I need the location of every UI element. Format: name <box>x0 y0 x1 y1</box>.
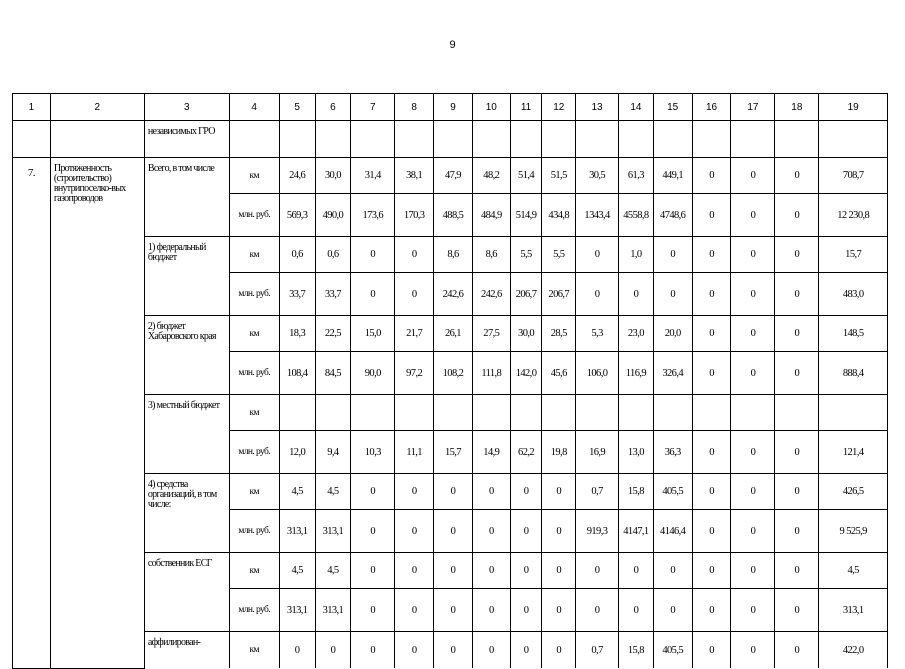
value-cell: 0 <box>542 589 576 632</box>
value-cell: 97,2 <box>395 352 434 395</box>
value-cell <box>351 395 395 431</box>
value-cell: 33,7 <box>315 273 351 316</box>
value-cell: 62,2 <box>510 431 542 474</box>
funding-source-label: 4) средства организаций, в том числе: <box>144 474 229 553</box>
unit-cell: млн. руб. <box>229 194 279 237</box>
value-cell: 1,0 <box>619 237 654 273</box>
value-cell: 0 <box>279 632 315 669</box>
value-cell: 0 <box>351 510 395 553</box>
value-cell <box>472 395 510 431</box>
value-cell: 5,3 <box>576 316 619 352</box>
value-cell: 0 <box>653 553 692 589</box>
value-cell <box>619 395 654 431</box>
value-cell: 0,6 <box>315 237 351 273</box>
value-cell: 0 <box>775 316 819 352</box>
value-cell: 0 <box>576 553 619 589</box>
value-cell: 0 <box>775 589 819 632</box>
value-cell: 18,3 <box>279 316 315 352</box>
value-cell: 326,4 <box>653 352 692 395</box>
gas-pipeline-table <box>12 93 888 669</box>
value-cell: 0 <box>775 510 819 553</box>
value-cell: 0 <box>542 632 576 669</box>
value-cell: 16,9 <box>576 431 619 474</box>
column-number-17: 17 <box>731 94 775 121</box>
value-cell: 15,8 <box>619 474 654 510</box>
value-cell: 121,4 <box>819 431 888 474</box>
value-cell: 0 <box>510 510 542 553</box>
value-cell: 30,0 <box>510 316 542 352</box>
value-cell: 0 <box>731 158 775 194</box>
table-row <box>13 474 888 510</box>
column-number-5: 5 <box>279 94 315 121</box>
value-cell: 0 <box>775 431 819 474</box>
column-number-9: 9 <box>434 94 473 121</box>
section-title: Протяженность (строительство) внутрипоселко-вых газопроводов <box>50 158 144 669</box>
value-cell: 84,5 <box>315 352 351 395</box>
value-cell: 170,3 <box>395 194 434 237</box>
value-cell: 1343,4 <box>576 194 619 237</box>
value-cell: 0 <box>692 632 731 669</box>
funding-source-label: 2) бюджет Хабаровского края <box>144 316 229 395</box>
value-cell: 0 <box>315 632 351 669</box>
value-cell: 108,2 <box>434 352 473 395</box>
unit-cell: км <box>229 553 279 589</box>
value-cell: 0 <box>692 431 731 474</box>
value-cell: 9 525,9 <box>819 510 888 553</box>
value-cell <box>315 395 351 431</box>
value-cell: 4,5 <box>279 553 315 589</box>
value-cell: 15,7 <box>434 431 473 474</box>
value-cell: 0 <box>731 632 775 669</box>
unit-cell: млн. руб. <box>229 431 279 474</box>
value-cell: 14,9 <box>472 431 510 474</box>
value-cell: 23,0 <box>619 316 654 352</box>
column-number-row <box>13 94 888 121</box>
value-cell: 4,5 <box>315 474 351 510</box>
value-cell: 242,6 <box>434 273 473 316</box>
column-number-3: 3 <box>144 94 229 121</box>
value-cell: 61,3 <box>619 158 654 194</box>
value-cell: 484,9 <box>472 194 510 237</box>
value-cell: 919,3 <box>576 510 619 553</box>
column-number-10: 10 <box>472 94 510 121</box>
value-cell: 0 <box>692 510 731 553</box>
value-cell: 0 <box>653 237 692 273</box>
value-cell: 51,4 <box>510 158 542 194</box>
value-cell: 0 <box>351 474 395 510</box>
value-cell: 15,8 <box>619 632 654 669</box>
value-cell: 0 <box>472 474 510 510</box>
value-cell <box>576 395 619 431</box>
value-cell: 0 <box>775 632 819 669</box>
value-cell: 0 <box>692 194 731 237</box>
funding-source-label: аффилирован- <box>144 632 229 669</box>
value-cell: 0 <box>510 589 542 632</box>
value-cell: 0 <box>619 553 654 589</box>
value-cell <box>819 395 888 431</box>
unit-cell: км <box>229 237 279 273</box>
unit-cell: км <box>229 316 279 352</box>
value-cell: 888,4 <box>819 352 888 395</box>
value-cell: 0 <box>576 237 619 273</box>
value-cell: 405,5 <box>653 632 692 669</box>
value-cell: 0,7 <box>576 632 619 669</box>
value-cell: 0 <box>510 632 542 669</box>
value-cell: 0 <box>731 553 775 589</box>
value-cell: 488,5 <box>434 194 473 237</box>
value-cell: 0 <box>472 510 510 553</box>
unit-cell: км <box>229 395 279 431</box>
value-cell: 4147,1 <box>619 510 654 553</box>
value-cell: 206,7 <box>510 273 542 316</box>
value-cell: 0 <box>472 632 510 669</box>
value-cell: 0 <box>731 237 775 273</box>
value-cell: 4146,4 <box>653 510 692 553</box>
value-cell: 0 <box>775 194 819 237</box>
value-cell: 0 <box>576 589 619 632</box>
value-cell: 0 <box>351 237 395 273</box>
value-cell: 422,0 <box>819 632 888 669</box>
value-cell: 9,4 <box>315 431 351 474</box>
value-cell: 108,4 <box>279 352 315 395</box>
value-cell <box>510 395 542 431</box>
value-cell: 569,3 <box>279 194 315 237</box>
value-cell: 111,8 <box>472 352 510 395</box>
value-cell: 0,6 <box>279 237 315 273</box>
table-row <box>13 237 888 273</box>
column-number-14: 14 <box>619 94 654 121</box>
value-cell: 13,0 <box>619 431 654 474</box>
value-cell: 28,5 <box>542 316 576 352</box>
value-cell: 0,7 <box>576 474 619 510</box>
value-cell: 708,7 <box>819 158 888 194</box>
value-cell: 0 <box>692 474 731 510</box>
value-cell: 0 <box>692 352 731 395</box>
value-cell: 0 <box>619 589 654 632</box>
unit-cell: млн. руб. <box>229 589 279 632</box>
value-cell: 30,0 <box>315 158 351 194</box>
value-cell <box>653 395 692 431</box>
value-cell: 426,5 <box>819 474 888 510</box>
value-cell: 0 <box>351 553 395 589</box>
column-number-16: 16 <box>692 94 731 121</box>
value-cell: 0 <box>731 316 775 352</box>
value-cell: 116,9 <box>619 352 654 395</box>
value-cell: 313,1 <box>315 510 351 553</box>
value-cell: 0 <box>434 589 473 632</box>
value-cell: 0 <box>731 474 775 510</box>
value-cell: 0 <box>434 510 473 553</box>
value-cell: 0 <box>692 273 731 316</box>
value-cell: 5,5 <box>510 237 542 273</box>
value-cell: 0 <box>395 474 434 510</box>
value-cell: 0 <box>731 589 775 632</box>
table-row <box>13 395 888 431</box>
value-cell: 51,5 <box>542 158 576 194</box>
value-cell: 0 <box>653 273 692 316</box>
empty-cell <box>229 121 279 158</box>
value-cell: 0 <box>576 273 619 316</box>
value-cell: 21,7 <box>395 316 434 352</box>
value-cell: 36,3 <box>653 431 692 474</box>
value-cell: 8,6 <box>434 237 473 273</box>
value-cell: 490,0 <box>315 194 351 237</box>
value-cell <box>731 395 775 431</box>
value-cell: 33,7 <box>279 273 315 316</box>
value-cell: 26,1 <box>434 316 473 352</box>
funding-source-label: 3) местный бюджет <box>144 395 229 474</box>
value-cell: 19,8 <box>542 431 576 474</box>
funding-source-label: собственник ЕСГ <box>144 553 229 632</box>
value-cell: 38,1 <box>395 158 434 194</box>
column-number-4: 4 <box>229 94 279 121</box>
value-cell: 483,0 <box>819 273 888 316</box>
value-cell: 0 <box>775 474 819 510</box>
value-cell: 0 <box>775 273 819 316</box>
value-cell: 0 <box>653 589 692 632</box>
unit-cell: млн. руб. <box>229 510 279 553</box>
value-cell: 0 <box>692 589 731 632</box>
value-cell: 0 <box>775 352 819 395</box>
value-cell: 0 <box>472 553 510 589</box>
value-cell: 449,1 <box>653 158 692 194</box>
page-number: 9 <box>449 39 456 51</box>
value-cell: 15,7 <box>819 237 888 273</box>
value-cell <box>434 395 473 431</box>
value-cell: 0 <box>619 273 654 316</box>
value-cell: 0 <box>395 553 434 589</box>
empty-cell <box>13 121 51 158</box>
value-cell: 0 <box>434 553 473 589</box>
value-cell: 30,5 <box>576 158 619 194</box>
value-cell: 0 <box>351 273 395 316</box>
value-cell: 31,4 <box>351 158 395 194</box>
value-cell: 0 <box>395 632 434 669</box>
value-cell: 0 <box>775 553 819 589</box>
value-cell <box>395 395 434 431</box>
value-cell: 48,2 <box>472 158 510 194</box>
value-cell: 24,6 <box>279 158 315 194</box>
value-cell: 27,5 <box>472 316 510 352</box>
value-cell: 0 <box>434 474 473 510</box>
table-body <box>13 94 888 669</box>
column-number-19: 19 <box>819 94 888 121</box>
value-cell: 0 <box>775 158 819 194</box>
value-cell: 173,6 <box>351 194 395 237</box>
value-cell: 313,1 <box>315 589 351 632</box>
value-cell: 90,0 <box>351 352 395 395</box>
value-cell: 106,0 <box>576 352 619 395</box>
column-number-1: 1 <box>13 94 51 121</box>
value-cell: 45,6 <box>542 352 576 395</box>
value-cell: 0 <box>542 510 576 553</box>
value-cell: 142,0 <box>510 352 542 395</box>
value-cell: 0 <box>472 589 510 632</box>
value-cell: 15,0 <box>351 316 395 352</box>
column-number-13: 13 <box>576 94 619 121</box>
value-cell: 0 <box>395 589 434 632</box>
value-cell: 148,5 <box>819 316 888 352</box>
column-number-18: 18 <box>775 94 819 121</box>
value-cell: 0 <box>731 352 775 395</box>
value-cell: 20,0 <box>653 316 692 352</box>
funding-source-label: 1) федеральный бюджет <box>144 237 229 316</box>
column-number-6: 6 <box>315 94 351 121</box>
continuation-label: независимых ГРО <box>144 121 229 158</box>
value-cell: 0 <box>395 273 434 316</box>
value-cell <box>542 395 576 431</box>
value-cell: 5,5 <box>542 237 576 273</box>
value-cell: 0 <box>395 237 434 273</box>
value-cell: 47,9 <box>434 158 473 194</box>
value-cell: 0 <box>510 474 542 510</box>
value-cell: 4,5 <box>819 553 888 589</box>
value-cell: 4558,8 <box>619 194 654 237</box>
value-cell: 4,5 <box>279 474 315 510</box>
table-row <box>13 632 888 669</box>
value-cell: 242,6 <box>472 273 510 316</box>
value-cell: 0 <box>351 589 395 632</box>
value-cell: 405,5 <box>653 474 692 510</box>
unit-cell: млн. руб. <box>229 352 279 395</box>
value-cell: 0 <box>395 510 434 553</box>
value-cell: 0 <box>542 553 576 589</box>
column-number-7: 7 <box>351 94 395 121</box>
value-cell: 313,1 <box>279 510 315 553</box>
value-cell: 0 <box>692 158 731 194</box>
value-cell: 10,3 <box>351 431 395 474</box>
column-number-8: 8 <box>395 94 434 121</box>
value-cell: 313,1 <box>279 589 315 632</box>
table-row <box>13 158 888 194</box>
value-cell: 0 <box>692 316 731 352</box>
value-cell: 12 230,8 <box>819 194 888 237</box>
value-cell <box>279 395 315 431</box>
value-cell: 514,9 <box>510 194 542 237</box>
value-cell: 0 <box>351 632 395 669</box>
unit-cell: млн. руб. <box>229 273 279 316</box>
value-cell: 4,5 <box>315 553 351 589</box>
column-number-2: 2 <box>50 94 144 121</box>
value-cell: 0 <box>731 510 775 553</box>
value-cell: 22,5 <box>315 316 351 352</box>
value-cell: 0 <box>692 237 731 273</box>
value-cell: 0 <box>731 431 775 474</box>
value-cell <box>775 395 819 431</box>
value-cell: 206,7 <box>542 273 576 316</box>
column-number-15: 15 <box>653 94 692 121</box>
data-table-container <box>12 93 888 656</box>
value-cell <box>692 395 731 431</box>
funding-source-label: Всего, в том числе <box>144 158 229 237</box>
value-cell: 8,6 <box>472 237 510 273</box>
value-cell: 0 <box>775 237 819 273</box>
value-cell: 4748,6 <box>653 194 692 237</box>
continuation-row <box>13 121 888 158</box>
value-cell: 0 <box>510 553 542 589</box>
unit-cell: км <box>229 474 279 510</box>
section-number: 7. <box>13 158 51 669</box>
column-number-12: 12 <box>542 94 576 121</box>
empty-cell <box>50 121 144 158</box>
value-cell: 313,1 <box>819 589 888 632</box>
unit-cell: км <box>229 158 279 194</box>
value-cell: 434,8 <box>542 194 576 237</box>
table-row <box>13 553 888 589</box>
value-cell: 0 <box>434 632 473 669</box>
value-cell: 0 <box>731 273 775 316</box>
column-number-11: 11 <box>510 94 542 121</box>
value-cell: 0 <box>692 553 731 589</box>
value-cell: 0 <box>731 194 775 237</box>
table-row <box>13 316 888 352</box>
value-cell: 0 <box>542 474 576 510</box>
unit-cell: км <box>229 632 279 669</box>
value-cell: 11,1 <box>395 431 434 474</box>
value-cell: 12,0 <box>279 431 315 474</box>
